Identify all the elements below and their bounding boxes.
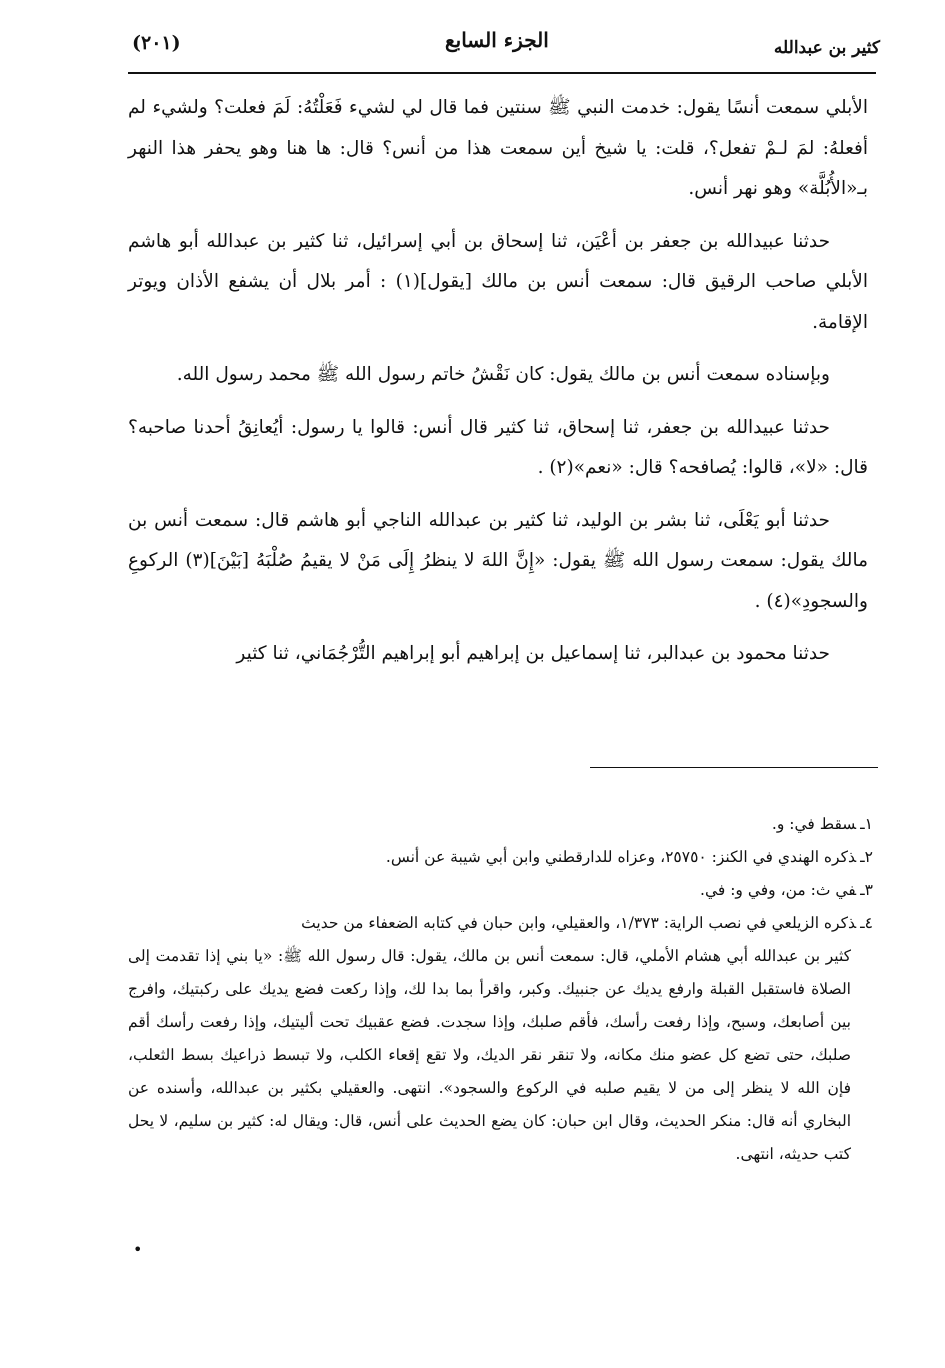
footnotes [128, 808, 873, 1171]
paragraph: وبإسناده سمعت أنس بن مالك يقول: كان نَقْشُ خاتم رسول الله ﷺ محمد رسول الله. [176, 364, 830, 385]
footnote-text: ذكره الهندي في الكنز: ٢٥٧٥٠، وعزاه للدارقطني وابن أبي شيبة عن أنس. [385, 848, 857, 866]
paragraph: حدثنا عبيدالله بن جعفر، ثنا إسحاق، ثنا كثير قال أنس: قالوا يا رسول: أيُعانِقُ أحدنا صاحبه؟ قال: «لا»، قالوا: يُصافحه؟ قال: «نعم»(٢) . [128, 416, 868, 478]
main-text [128, 88, 868, 687]
header-rule [128, 72, 876, 74]
paragraph: حدثنا أبو يَعْلَى، ثنا بشر بن الوليد، ثنا كثير بن عبدالله الناجي أبو هاشم قال: سمعت أنس بن مالك يقول: سمعت رسول الله ﷺ يقول: «إِنَّ اللهَ لا ينظرُ إِلَى مَنْ لا يقيمُ صُلْبَهُ [بَيْنَ](٣) الركوعِ والسجودِ»(٤) . [128, 509, 868, 612]
footnote [128, 874, 873, 907]
footnote [128, 808, 873, 841]
footnote-number: ٣ـ [860, 881, 873, 899]
page-bullet: • [133, 1240, 143, 1259]
running-header [120, 28, 880, 62]
paragraph: حدثنا عبيدالله بن جعفر بن أعْيَن، ثنا إسحاق بن أبي إسرائيل، ثنا كثير بن عبدالله أبو هاشم الأبلي صاحب الرقيق قال: سمعت أنس بن مالك [يقول](١) : أمر بلال أن يشفع الأذان ويوتر الإقامة. [128, 230, 868, 333]
footnote-continuation: كثير بن عبدالله أبي هشام الأملي، قال: سمعت أنس بن مالك، يقول: قال رسول الله ﷺ: «يا بني إذا تقدمت إلى الصلاة فاستقبل القبلة وارفع يديك عن جنبيك. وكبر، واقرأ بما بدا لك، وإذا ركعت فضع يديك على ركبتيك، وافرج بين أصابعك، وسبح، وإذا رفعت رأسك، فأقم صلبك، وإذا سجدت. فضع عقبيك تحت أليتيك، وإذا رفعت رأسك أقم صلبك، حتى تضع كل عضو منك مكانه، ولا تنقر نقر الديك، ولا تقع إقعاء الكلب، ولا تبسط ذراعيك بسط الثعلب، فإن الله لا ينظر إلى من لا يقيم صلبه في الركوع والسجود». انتهى. والعقيلي بكثير بن عبدالله، وأسنده عن البخاري أنه قال: منكر الحديث، وقال ابن حبان: كان يضع الحديث على أنس، قال: ويقال له: كثير بن سليم، لا يحل كتب حديثه، انتهى. [128, 947, 851, 1163]
paragraph: الأبلي سمعت أنسًا يقول: خدمت النبي ﷺ سنتين فما قال لي لشيء فَعَلْتُهُ: لَمَ فعلت؟ ولشيء لم أفعلهُ: لمَ لـمْ تفعل؟، قلت: يا شيخ أين سمعت هذا من أنس؟ قال: ها هنا وهو يحفر هذا النهر بـ«الأُبُلَّة» وهو نهر أنس. [128, 97, 868, 199]
footnote-number: ١ـ [860, 815, 873, 833]
part-title: الجزء السابع [445, 28, 549, 52]
footnote-rule [590, 767, 878, 768]
footnote-text: في ث: من، وفي و: في. [700, 881, 857, 899]
footnote-text: ذكره الزيلعي في نصب الراية: ١/٣٧٣، والعقيلي، وابن حبان في كتابه الضعفاء من حديث [301, 914, 857, 932]
page-number: (٢٠١) [132, 32, 181, 54]
footnote [128, 907, 873, 1171]
footnote-number: ٢ـ [860, 848, 873, 866]
chapter-title: كثير بن عبدالله [773, 38, 880, 58]
footnote [128, 841, 873, 874]
paragraph: حدثنا محمود بن عبدالبر، ثنا إسماعيل بن إبراهيم أبو إبراهيم التُّرْجُمَاني، ثنا كثير [236, 643, 830, 664]
footnote-number: ٤ـ [860, 914, 873, 932]
footnote-text: سقط في: و. [771, 815, 857, 833]
